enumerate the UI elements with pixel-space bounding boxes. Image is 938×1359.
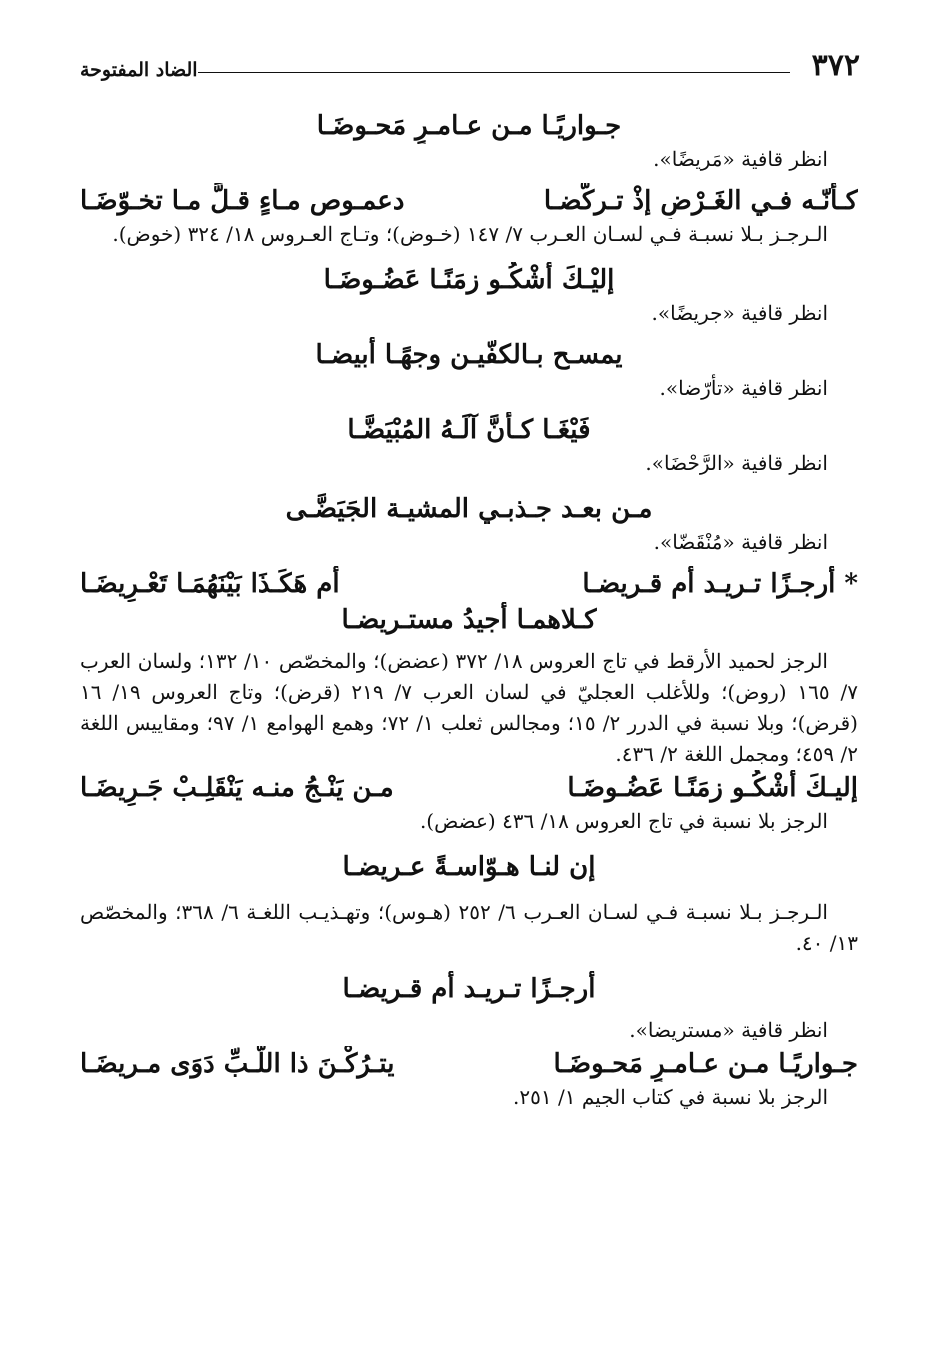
verse-couplet <box>80 183 858 219</box>
verse: أرجـزًا تـريـد أم قـريضـا <box>342 974 596 1004</box>
cross-reference-note: انظر قافية «مَريضًا». <box>653 147 828 171</box>
source-note: الرجز بلا نسبة في تاج العروس ١٨/ ٤٣٦ (عضض). <box>419 809 828 833</box>
verse-first-hemistich: * أرجـزًا تـريـد أم قـريضـا <box>582 569 858 599</box>
page-body <box>80 108 858 1113</box>
verse: إليْـكَ أشْكُـو زمَنًـا عَضُـوضَـا <box>323 265 615 295</box>
header-rule <box>198 72 790 73</box>
verse: فَيْغَـا كـأَنَّ آلَـهُ المُبْيَضَّـا <box>347 415 591 445</box>
cross-reference-note: انظر قافية «تأرّضا». <box>659 376 828 400</box>
verse-first-hemistich: إليـكَ أشْكُـو زمَنًـا عَضُـوضَـا <box>567 773 858 803</box>
source-note: الـرجـز بـلا نسبـة فـي لسـان العـرب ٦/ ٢٥٢ (هـوس)؛ وتهـذيـب اللغـة ٦/ ٣٦٨؛ والمخصّص ١٣/ ٤٠. <box>80 900 858 955</box>
cross-reference-note: انظر قافية «مستريضا». <box>629 1018 828 1042</box>
cross-reference-note: انظر قافية «مُنْقَضّا». <box>653 530 828 554</box>
verse-second-hemistich: أم هَكَـذَا بَيْنَهُمَـا تَعْـرِيضَـا <box>80 569 340 599</box>
verse-second-hemistich: يتـرُكْـنَ ذا اللُّـبِّ دَوَى مـريضَـا <box>80 1049 395 1079</box>
verse: يمسـح بـالكفّيـن وجهًـا أبيضـا <box>315 340 623 370</box>
cross-reference-note: انظر قافية «جريضًا». <box>651 301 828 325</box>
source-note: الرجز بلا نسبة في كتاب الجيم ١/ ٢٥١. <box>513 1085 828 1109</box>
verse: كـلاهمـا أُجيدُ مستـريضـا <box>341 605 597 635</box>
running-title: الضاد المفتوحة <box>80 59 198 81</box>
source-note: الرجز لحميد الأرقط في تاج العروس ١٨/ ٣٧٢ (عضض)؛ والمخصّص ١٠/ ١٣٢؛ ولسان العرب ٧/ ١٦٥ (روض)؛ وللأغلب العجليّ في لسان العرب ٧/ ٢١٩ (قرض)؛ وتاج العروس ١٩/ ١٦ (قرض)؛ وبلا نسبة في الدرر ٢/ ١٥؛ ومجالس ثعلب ١/ ٧٢؛ وهمع الهوامع ١/ ٩٧؛ ومقاييس اللغة ٢/ ٤٥٩؛ ومجمل اللغة ٢/ ٤٣٦. <box>80 649 858 766</box>
verse-couplet <box>80 770 858 806</box>
verse: إن لنـا هـوّاسـةً عـريضـا <box>342 852 596 882</box>
verse-couplet <box>80 1046 858 1082</box>
verse-first-hemistich: كـأنّـه فـي الغَـرْضِ إذْ تـركّضـا <box>543 186 858 216</box>
cross-reference-note: انظر قافية «الرَّحْضَا». <box>645 451 828 475</box>
verse-second-hemistich: دعمـوص مـاءٍ قـلَّ مـا تخـوّضَـا <box>80 186 405 216</box>
page-number: ٣٧٢ <box>811 48 860 83</box>
verse: مـن بعـد جـذبـي المشيـة الجَيَضَّـى <box>285 494 653 524</box>
verse-couplet <box>80 566 858 602</box>
verse-first-hemistich: جـواريًـا مـن عـامـرٍ مَحـوضَـا <box>553 1049 858 1079</box>
page-header <box>80 48 860 88</box>
verse: جـواريًـا مـن عـامـرٍ مَحـوضَـا <box>316 111 622 141</box>
verse-second-hemistich: مـن يَنْـجُ منـه يَنْقَلِـبْ جَـرِيضَـا <box>80 773 394 803</box>
source-note: الـرجـز بـلا نسبـة فـي لسـان العـرب ٧/ ١٤٧ (خـوض)؛ وتـاج العـروس ١٨/ ٣٢٤ (خوض). <box>112 222 828 246</box>
